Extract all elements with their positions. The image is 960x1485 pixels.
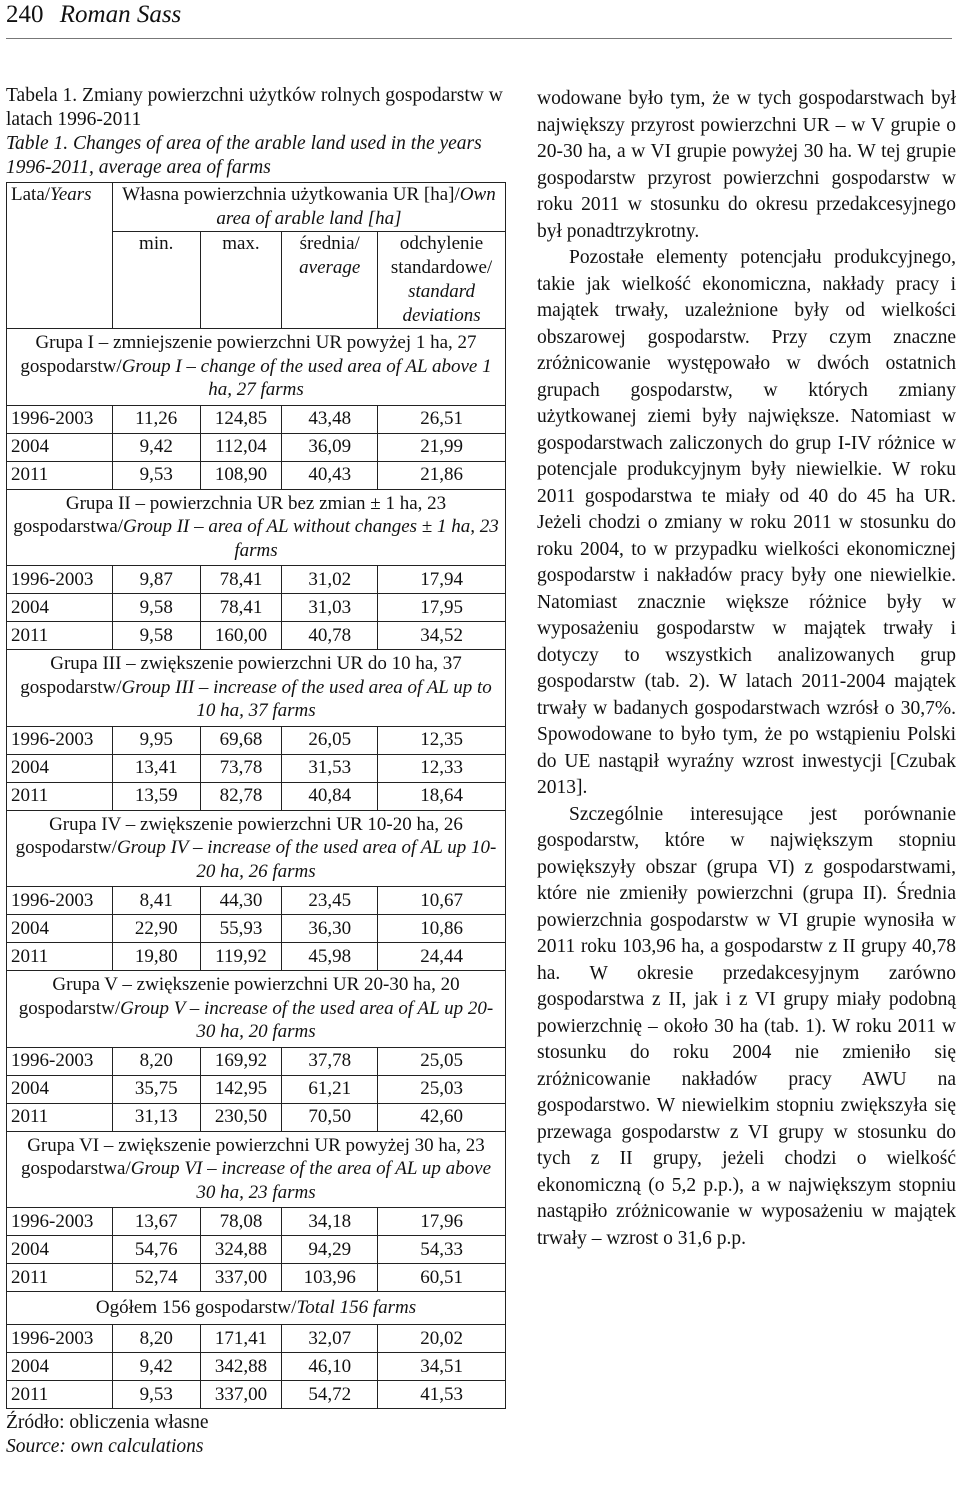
table-row <box>7 887 506 915</box>
paragraph-3: Szczególnie interesujące jest porównanie gospodarstw, które w największym stopniu powiększyły obszar (grupa VI) z gospodarstwami, które nie zmieniły powierzchni (grupa II). Średnia powierzchnia gospodarstw w VI grupie wynosiła w 2011 roku 103,96 ha, a gospodarstw z II grupy 40,78 ha. W okresie przedakcesyjnym zarówno gospodarstwa z II, jak i z VI grupy miały podobną powierzchnię – około 30 ha (tab. 1). W roku 2011 w stosunku do roku 2004 nie zmieniło się zróżnicowanie nakładów pracy AWU na gospodarstwo. W niewielkim stopniu zwiększyła się przewaga gospodarstw z VI grupy w stosunku do tych z II grupy, jeżeli chodzi o wielkość ekonomiczną (o 5,2 p.p.), a w największym stopniu nastąpiło zróżnicowanie w wyposażeniu w majątek trwały – wzrost o 31,6 p.p. <box>537 803 956 1249</box>
cell-sd: 10,67 <box>378 887 506 915</box>
cell-mean: 40,84 <box>282 782 378 810</box>
cell-min: 8,20 <box>112 1047 200 1075</box>
cell-year: 1996-2003 <box>7 1208 113 1236</box>
cell-sd: 54,33 <box>378 1236 506 1264</box>
cell-mean: 23,45 <box>282 887 378 915</box>
cell-sd: 34,51 <box>378 1353 506 1381</box>
table-row <box>7 1264 506 1292</box>
cell-max: 230,50 <box>200 1103 282 1131</box>
group-header-row <box>7 810 506 887</box>
cell-year: 1996-2003 <box>7 726 113 754</box>
running-header <box>6 0 181 30</box>
cell-min: 9,53 <box>112 1381 200 1409</box>
cell-sd: 42,60 <box>378 1103 506 1131</box>
table-section <box>6 84 512 1459</box>
cell-sd: 25,03 <box>378 1075 506 1103</box>
caption-pl: Tabela 1. Zmiany powierzchni użytków rolnych gospodarstw w latach 1996-2011 <box>6 85 503 130</box>
table-row <box>7 433 506 461</box>
cell-max: 78,41 <box>200 566 282 594</box>
cell-year: 2004 <box>7 1075 113 1103</box>
cell-sd: 34,52 <box>378 622 506 650</box>
cell-sd: 21,99 <box>378 433 506 461</box>
cell-year: 1996-2003 <box>7 405 113 433</box>
group-header-row <box>7 971 506 1048</box>
table-header-row-1 <box>7 183 506 232</box>
cell-year: 2011 <box>7 1264 113 1292</box>
group-title: Grupa V – zwiększenie powierzchni UR 20-30 ha, 20 gospodarstw/Group V – increase of the used area of AL up 20-30 ha, 20 farms <box>7 971 506 1048</box>
cell-min: 9,42 <box>112 433 200 461</box>
table-row <box>7 726 506 754</box>
cell-min: 8,41 <box>112 887 200 915</box>
cell-min: 54,76 <box>112 1236 200 1264</box>
cell-sd: 17,94 <box>378 566 506 594</box>
cell-year: 1996-2003 <box>7 1047 113 1075</box>
cell-mean: 45,98 <box>282 943 378 971</box>
cell-min: 9,58 <box>112 594 200 622</box>
cell-mean: 31,03 <box>282 594 378 622</box>
source-pl: Źródło: obliczenia własne <box>6 1412 209 1433</box>
cell-sd: 18,64 <box>378 782 506 810</box>
cell-mean: 34,18 <box>282 1208 378 1236</box>
cell-min: 31,13 <box>112 1103 200 1131</box>
cell-year: 2004 <box>7 915 113 943</box>
cell-sd: 24,44 <box>378 943 506 971</box>
table-row <box>7 1325 506 1353</box>
cell-max: 337,00 <box>200 1381 282 1409</box>
cell-max: 169,92 <box>200 1047 282 1075</box>
cell-mean: 94,29 <box>282 1236 378 1264</box>
group-header-row <box>7 489 506 566</box>
cell-mean: 26,05 <box>282 726 378 754</box>
table-row <box>7 1075 506 1103</box>
col-header-mean: średnia/ average <box>282 232 378 329</box>
cell-mean: 61,21 <box>282 1075 378 1103</box>
table-row <box>7 782 506 810</box>
cell-max: 160,00 <box>200 622 282 650</box>
cell-min: 52,74 <box>112 1264 200 1292</box>
cell-year: 2011 <box>7 782 113 810</box>
cell-mean: 31,53 <box>282 754 378 782</box>
cell-max: 44,30 <box>200 887 282 915</box>
cell-year: 1996-2003 <box>7 566 113 594</box>
cell-sd: 41,53 <box>378 1381 506 1409</box>
cell-min: 9,42 <box>112 1353 200 1381</box>
cell-sd: 60,51 <box>378 1264 506 1292</box>
cell-mean: 46,10 <box>282 1353 378 1381</box>
cell-max: 324,88 <box>200 1236 282 1264</box>
cell-mean: 70,50 <box>282 1103 378 1131</box>
cell-sd: 17,96 <box>378 1208 506 1236</box>
cell-year: 2004 <box>7 433 113 461</box>
cell-year: 2011 <box>7 943 113 971</box>
col-header-max: max. <box>200 232 282 329</box>
cell-year: 2011 <box>7 1381 113 1409</box>
cell-year: 2011 <box>7 622 113 650</box>
cell-year: 2004 <box>7 594 113 622</box>
group-header-row <box>7 1292 506 1325</box>
table-row <box>7 754 506 782</box>
table-row <box>7 1208 506 1236</box>
cell-sd: 12,33 <box>378 754 506 782</box>
cell-year: 2004 <box>7 754 113 782</box>
table-row <box>7 1047 506 1075</box>
group-header-row <box>7 329 506 406</box>
cell-min: 13,67 <box>112 1208 200 1236</box>
group-title: Grupa III – zwiększenie powierzchni UR do 10 ha, 37 gospodarstw/Group III – increase of the used area of AL up to 10 ha, 37 farms <box>7 650 506 727</box>
cell-year: 1996-2003 <box>7 1325 113 1353</box>
cell-mean: 40,78 <box>282 622 378 650</box>
page-number: 240 <box>6 1 44 28</box>
table-row <box>7 622 506 650</box>
cell-mean: 32,07 <box>282 1325 378 1353</box>
cell-max: 78,41 <box>200 594 282 622</box>
table-row <box>7 943 506 971</box>
table-row <box>7 1103 506 1131</box>
cell-min: 9,53 <box>112 461 200 489</box>
cell-max: 82,78 <box>200 782 282 810</box>
table-source <box>6 1411 512 1459</box>
cell-year: 2011 <box>7 1103 113 1131</box>
data-table <box>6 182 506 1409</box>
table-caption <box>6 84 512 180</box>
cell-sd: 17,95 <box>378 594 506 622</box>
header-rule <box>6 38 952 39</box>
cell-min: 8,20 <box>112 1325 200 1353</box>
cell-mean: 36,09 <box>282 433 378 461</box>
cell-min: 9,87 <box>112 566 200 594</box>
cell-year: 2004 <box>7 1353 113 1381</box>
table-row <box>7 1381 506 1409</box>
cell-mean: 103,96 <box>282 1264 378 1292</box>
cell-min: 22,90 <box>112 915 200 943</box>
body-column <box>537 86 956 1252</box>
cell-sd: 25,05 <box>378 1047 506 1075</box>
cell-mean: 37,78 <box>282 1047 378 1075</box>
col-header-years: Lata/Years <box>7 183 113 329</box>
source-en: Source: own calculations <box>6 1436 204 1457</box>
caption-en: Table 1. Changes of area of the arable land used in the years 1996-2011, average area of farms <box>6 133 482 178</box>
cell-max: 78,08 <box>200 1208 282 1236</box>
table-row <box>7 1353 506 1381</box>
cell-mean: 43,48 <box>282 405 378 433</box>
cell-min: 19,80 <box>112 943 200 971</box>
cell-max: 108,90 <box>200 461 282 489</box>
cell-mean: 40,43 <box>282 461 378 489</box>
group-header-row <box>7 1131 506 1208</box>
cell-sd: 12,35 <box>378 726 506 754</box>
cell-year: 2011 <box>7 461 113 489</box>
cell-mean: 54,72 <box>282 1381 378 1409</box>
group-title: Grupa IV – zwiększenie powierzchni UR 10-20 ha, 26 gospodarstw/Group IV – increase of the used area of AL up 10-20 ha, 26 farms <box>7 810 506 887</box>
group-title: Grupa II – powierzchnia UR bez zmian ± 1 ha, 23 gospodarstwa/Group II – area of AL without changes ± 1 ha, 23 farms <box>7 489 506 566</box>
group-header-row <box>7 650 506 727</box>
cell-max: 119,92 <box>200 943 282 971</box>
paragraph-2: Pozostałe elementy potencjału produkcyjnego, takie jak wielkość ekonomiczna, nakłady pracy i majątek trwały, uzależnione były od wielkości obszarowej gospodarstw. Przy czym znaczne zróżnicowanie występowało w dwóch ostatnich grupach gospodarstw, w których zmiany użytkowanej ziemi były największe. Natomiast w gospodarstwach zaliczonych do grup I-IV różnice w potencjale produkcyjnym były niewielkie. W roku 2011 gospodarstwa te miały od 40 do 45 ha UR. Jeżeli chodzi o zmiany w roku 2011 w stosunku do roku 2004, to w przypadku wielkości ekonomicznej gospodarstw i nakładów pracy były one niewielkie. Natomiast znacznie większe różnice były w wyposażeniu gospodarstw w majątek trwały i dotyczy to wszystkich analizowanych grup gospodarstw (tab. 2). W latach 2011-2004 majątek trwały w badanych gospodarstwach wzrósł o 30,7%. Spowodowane to było tym, że po wstąpieniu Polski do UE nastąpił wyraźny wzrost inwestycji [Czubak 2013]. <box>537 247 956 798</box>
cell-max: 337,00 <box>200 1264 282 1292</box>
cell-max: 55,93 <box>200 915 282 943</box>
cell-min: 9,95 <box>112 726 200 754</box>
cell-max: 171,41 <box>200 1325 282 1353</box>
table-row <box>7 1236 506 1264</box>
cell-max: 73,78 <box>200 754 282 782</box>
cell-sd: 20,02 <box>378 1325 506 1353</box>
col-header-sd: odchylenie standardowe/ standard deviations <box>378 232 506 329</box>
cell-min: 11,26 <box>112 405 200 433</box>
cell-year: 1996-2003 <box>7 887 113 915</box>
group-title: Ogółem 156 gospodarstw/Total 156 farms <box>7 1292 506 1325</box>
cell-year: 2004 <box>7 1236 113 1264</box>
cell-max: 112,04 <box>200 433 282 461</box>
cell-max: 124,85 <box>200 405 282 433</box>
cell-min: 35,75 <box>112 1075 200 1103</box>
group-title: Grupa I – zmniejszenie powierzchni UR powyżej 1 ha, 27 gospodarstw/Group I – change of the used area of AL above 1 ha, 27 farms <box>7 329 506 406</box>
author-name: Roman Sass <box>59 1 182 28</box>
cell-min: 13,59 <box>112 782 200 810</box>
cell-sd: 10,86 <box>378 915 506 943</box>
col-header-min: min. <box>112 232 200 329</box>
cell-mean: 31,02 <box>282 566 378 594</box>
cell-max: 342,88 <box>200 1353 282 1381</box>
table-row <box>7 405 506 433</box>
table-row <box>7 594 506 622</box>
table-row <box>7 461 506 489</box>
cell-max: 142,95 <box>200 1075 282 1103</box>
cell-sd: 21,86 <box>378 461 506 489</box>
cell-min: 13,41 <box>112 754 200 782</box>
cell-min: 9,58 <box>112 622 200 650</box>
col-header-area: Własna powierzchnia użytkowania UR [ha]/Own area of arable land [ha] <box>112 183 505 232</box>
cell-mean: 36,30 <box>282 915 378 943</box>
cell-max: 69,68 <box>200 726 282 754</box>
cell-sd: 26,51 <box>378 405 506 433</box>
table-row <box>7 566 506 594</box>
table-row <box>7 915 506 943</box>
group-title: Grupa VI – zwiększenie powierzchni UR powyżej 30 ha, 23 gospodarstwa/Group VI – increase of the area of AL up above 30 ha, 23 farms <box>7 1131 506 1208</box>
paragraph-1: wodowane było tym, że w tych gospodarstwach był największy przyrost powierzchni UR – w V grupie o 20-30 ha, a w VI grupie powyżej 30 ha. W tej grupie gospodarstw przyrost powierzchni gospodarstw w roku 2011 w stosunku do okresu przedakcesyjnego był ponadtrzykrotny. <box>537 88 956 242</box>
